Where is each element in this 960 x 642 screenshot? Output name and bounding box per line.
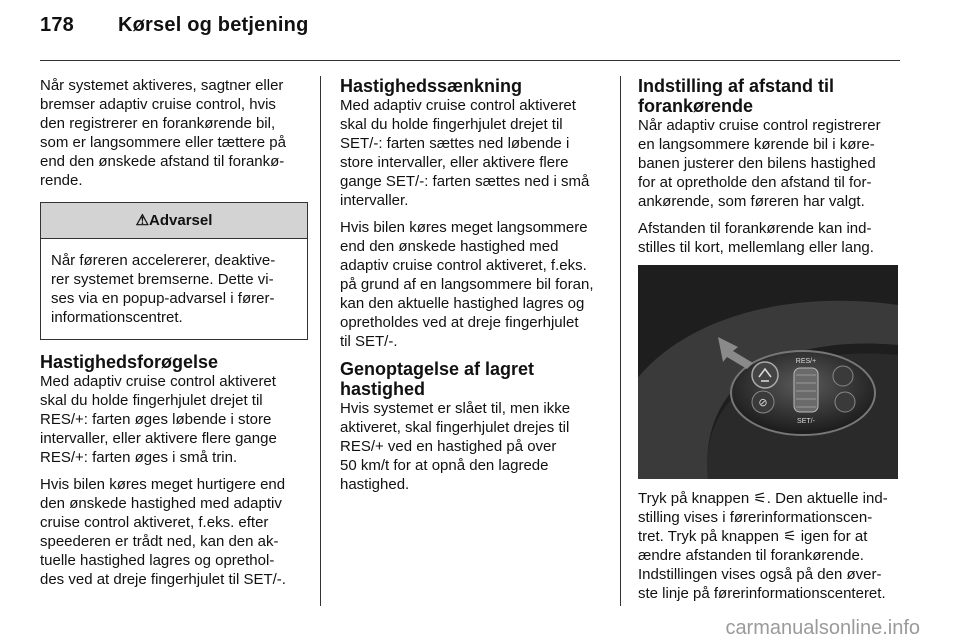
- section-heading-distance-setting: Indstilling af afstand til forankørende: [638, 76, 835, 116]
- page-header: [40, 14, 308, 37]
- warning-box: [40, 202, 308, 340]
- paragraph: Hvis systemet er slået til, men ikke aktiveret, skal fingerhjulet drejes til RES/+ ved en hastighed på over 50 km/t for at opnå den lagrede hastighed.: [340, 400, 571, 493]
- column-3: [638, 76, 904, 611]
- paragraph: Med adaptiv cruise control aktiveret skal du holde fingerhjulet drejet til RES/+: farten øges løbende i store intervaller, eller aktivere flere gange RES/+: farten øges i små trin.: [40, 373, 277, 466]
- page-title: Kørsel og betjening: [118, 14, 309, 36]
- section-heading-speed-decrease: Hastighedssænkning: [340, 76, 523, 96]
- set-label: SET/-: [797, 418, 815, 425]
- column-2: [340, 76, 608, 502]
- paragraph: Hvis bilen køres meget hurtigere end den ønskede hastighed med adaptiv cruise control aktiveret, f.eks. efter speederen er trådt ned, kan den ak- tuelle hastighed lagres og oprethol- des ved at dreje fingerhjulet til SET/-.: [40, 476, 286, 588]
- steering-wheel-illustration: [638, 265, 898, 479]
- svg-text:⊘: ⊘: [758, 396, 768, 409]
- warning-title: Advarsel: [149, 212, 213, 229]
- warning-text: Når føreren accelererer, deaktive- rer systemet bremserne. Dette vi- ses via en popup-advarsel i fører- informationscentret.: [51, 252, 276, 326]
- warning-header: [41, 203, 307, 239]
- paragraph: Hvis bilen køres meget langsommere end den ønskede hastighed med adaptiv cruise control aktiveret, f.eks. på grund af en langsommere bil foran, kan den aktuelle hastighed lagres og opretholdes ved at dreje fingerhjulet til SET/-.: [340, 219, 594, 350]
- res-label: RES/+: [795, 358, 817, 365]
- paragraph: Når adaptiv cruise control registrerer en langsommere kørende bil i køre- banen justerer den bilens hastighed for at opretholde den afstand til for- ankørende, som føreren har valgt.: [638, 117, 881, 210]
- steering-wheel-figure: [638, 265, 898, 479]
- page-number: 178: [40, 14, 74, 36]
- paragraph: Afstanden til forankørende kan ind- stilles til kort, mellemlang eller lang.: [638, 220, 874, 256]
- column-divider: [620, 76, 621, 606]
- paragraph: Med adaptiv cruise control aktiveret skal du holde fingerhjulet drejet til SET/-: farten sættes ned løbende i store intervaller, eller aktivere flere gange SET/-: farten sættes ned i små intervaller.: [340, 97, 590, 209]
- section-heading-speed-increase: Hastighedsforøgelse: [40, 352, 219, 372]
- section-heading-resume-speed: Genoptagelse af lagret hastighed: [340, 359, 535, 399]
- column-divider: [320, 76, 321, 606]
- header-rule: [40, 60, 900, 61]
- watermark: carmanualsonline.info: [725, 617, 920, 639]
- paragraph: Tryk på knappen ⚟. Den aktuelle ind- stilling vises i førerinformationscen- tret. Tryk på knappen ⚟ igen for at ændre afstanden til forankørende. Indstillingen vises også på den øver- ste linje på førerinformationscenteret.: [638, 490, 888, 602]
- intro-paragraph: Når systemet aktiveres, sagtner eller bremser adaptiv cruise control, hvis den registrerer en forankørende bil, som er langsommere eller tættere på end den ønskede afstand til forankø- rende.: [40, 77, 286, 189]
- column-1: [40, 76, 308, 597]
- warning-icon: ⚠: [135, 212, 150, 229]
